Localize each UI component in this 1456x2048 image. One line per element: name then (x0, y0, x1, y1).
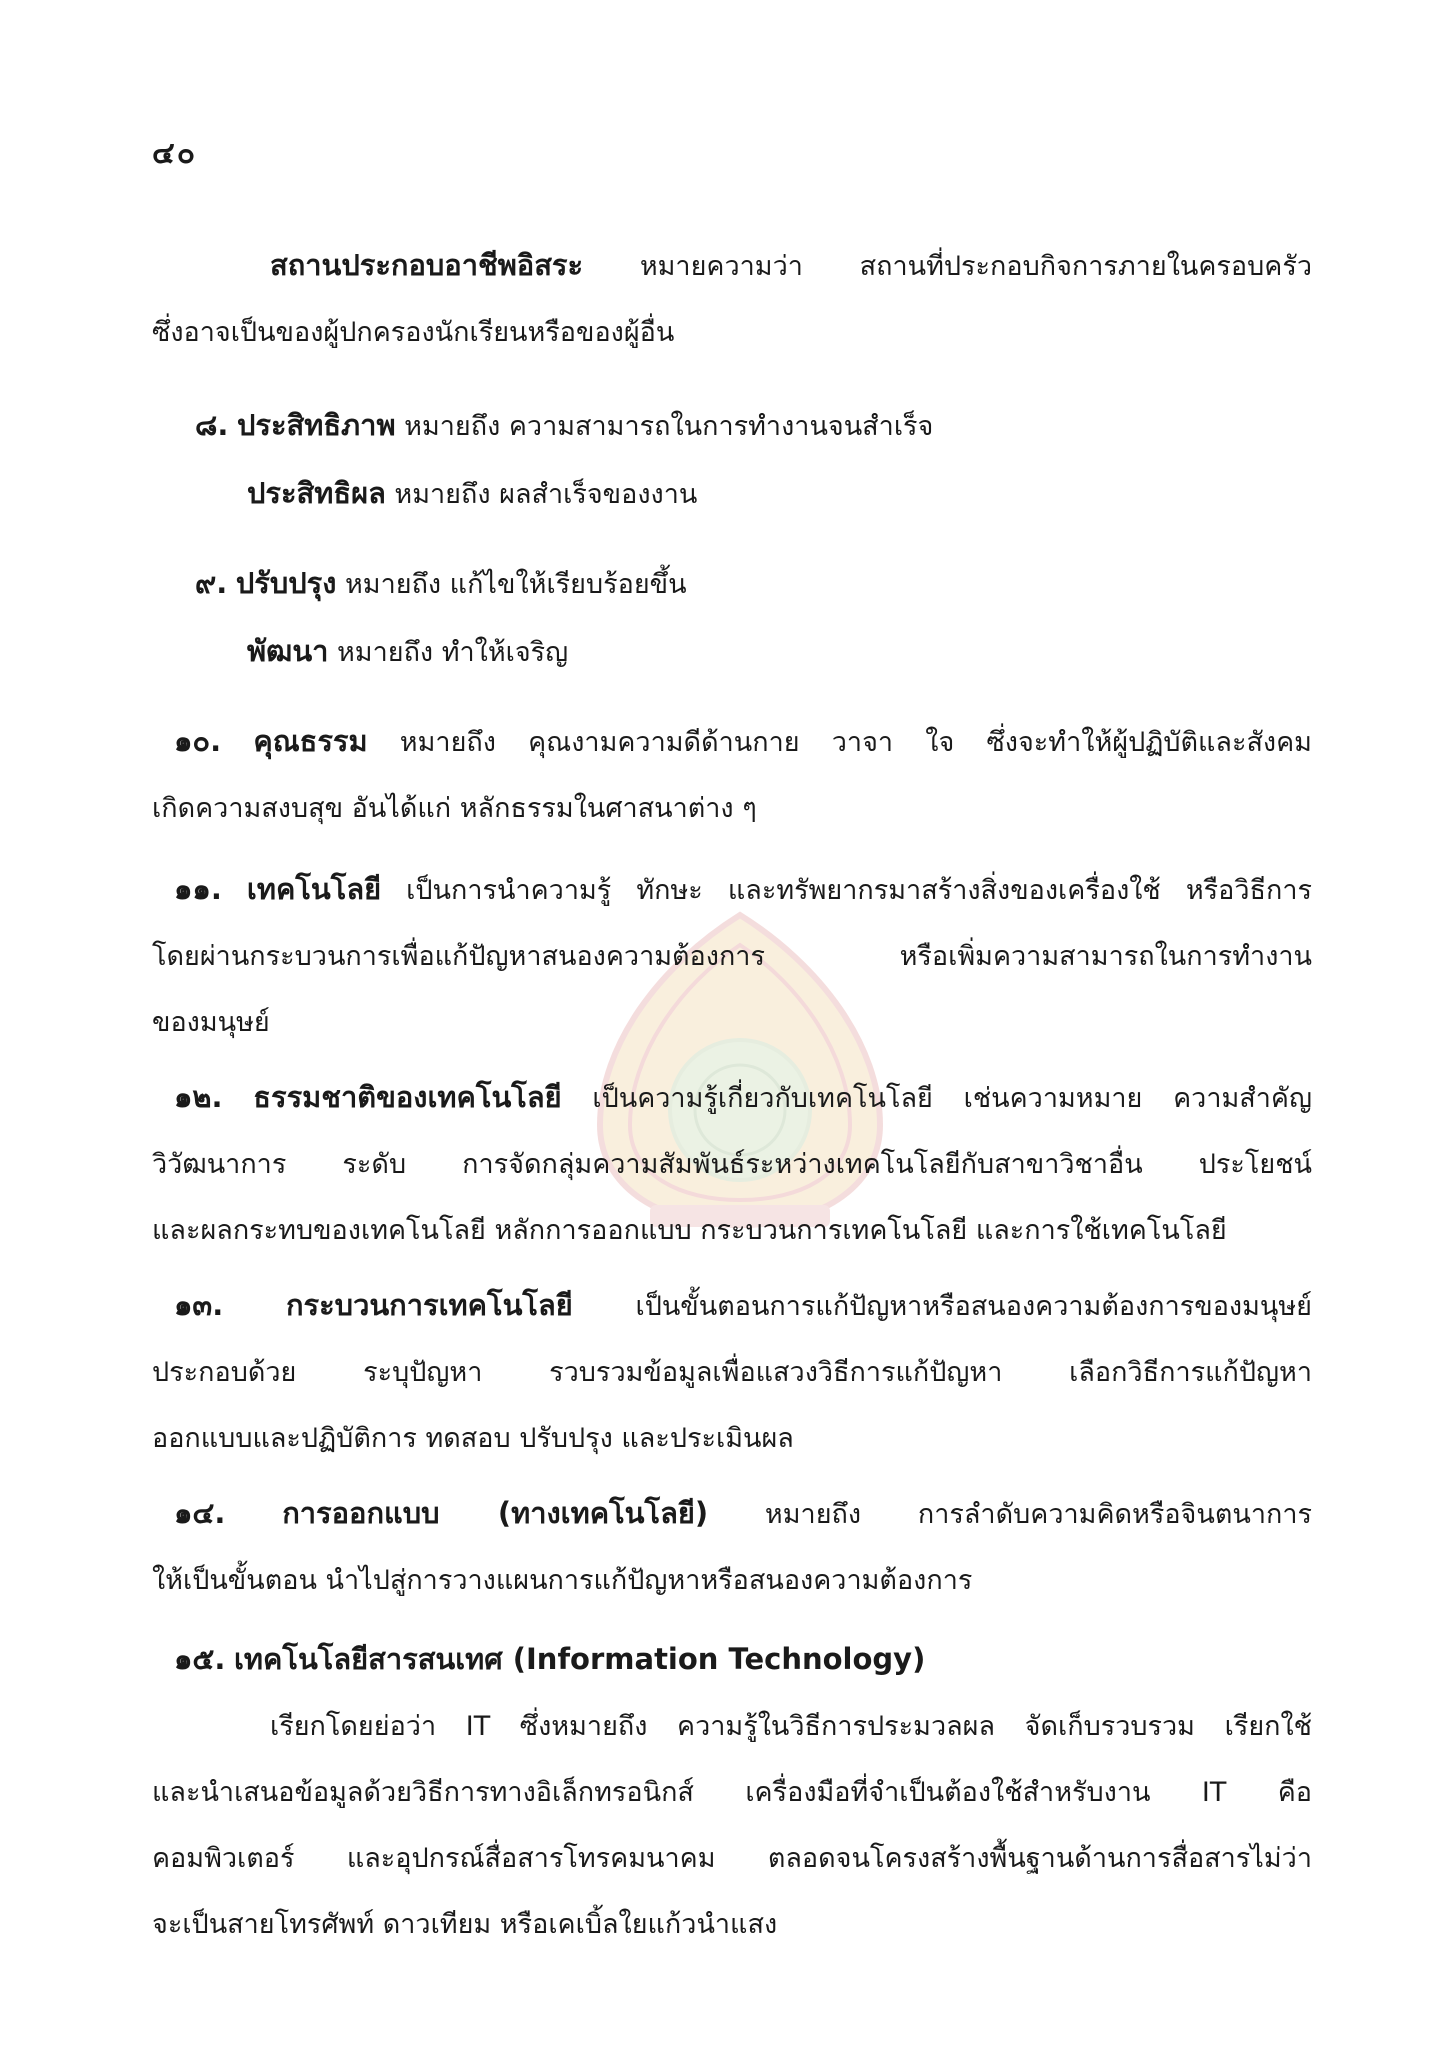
definition-text: เกิดความสงบสุข อันได้แก่ หลักธรรมในศาสนาต่าง ๆ (152, 793, 757, 824)
term-label: เทคโนโลยี (246, 872, 382, 906)
definition-text: คอมพิวเตอร์ และอุปกรณ์สื่อสารโทรคมนาคม ตลอดจนโครงสร้างพื้นฐานด้านการสื่อสารไม่ว่า (152, 1843, 1312, 1874)
definition-text: วิวัฒนาการ ระดับ การจัดกลุ่มความสัมพันธ์ระหว่างเทคโนโลยีกับสาขาวิชาอื่น ประโยชน์ (152, 1149, 1312, 1180)
definition-text: ให้เป็นขั้นตอน นำไปสู่การวางแผนการแก้ปัญหาหรือสนองความต้องการ (152, 1565, 973, 1596)
definition-item-15 (152, 1626, 1312, 1958)
definition-text: และผลกระทบของเทคโนโลยี หลักการออกแบบ กระบวนการเทคโนโลยี และการใช้เทคโนโลยี (152, 1215, 1227, 1246)
definition-text: ของมนุษย์ (152, 1007, 270, 1038)
definition-item-8 (152, 392, 1312, 528)
definition-text: เรียกโดยย่อว่า IT ซึ่งหมายถึง ความรู้ในวิธีการประมวลผล จัดเก็บรวบรวม เรียกใช้ (270, 1711, 1312, 1742)
item-number: ๑๐. (174, 724, 222, 758)
item-number: ๑๓. (174, 1288, 224, 1322)
term-label: ประสิทธิภาพ (236, 408, 396, 442)
term-label: ปรับปรุง (235, 566, 337, 600)
definition-text: เป็นขั้นตอนการแก้ปัญหาหรือสนองความต้องการของมนุษย์ (572, 1291, 1312, 1322)
definition-item-11 (152, 856, 1312, 1056)
item-number: ๑๔. (174, 1496, 226, 1530)
definition-text: ประกอบด้วย ระบุปัญหา รวบรวมข้อมูลเพื่อแสวงวิธีการแก้ปัญหา เลือกวิธีการแก้ปัญหา (152, 1357, 1312, 1388)
definition-text: เป็นการนำความรู้ ทักษะ และทรัพยากรมาสร้างสิ่งของเครื่องใช้ หรือวิธีการ (381, 875, 1312, 906)
definition-item-12 (152, 1064, 1312, 1264)
definition-text: หมายถึง ความสามารถในการทำงานจนสำเร็จ (395, 411, 934, 442)
definition-text: หมายถึง คุณงามความดีด้านกาย วาจา ใจ ซึ่งจะทำให้ผู้ปฏิบัติและสังคม (367, 727, 1312, 758)
item-number: ๑๕. (174, 1642, 226, 1676)
definition-item-14 (152, 1480, 1312, 1614)
term-label: การออกแบบ (ทางเทคโนโลยี) (282, 1496, 709, 1530)
intro-paragraph (152, 232, 1312, 366)
definition-text: เป็นความรู้เกี่ยวกับเทคโนโลยี เช่นความหมาย ความสำคัญ (561, 1083, 1312, 1114)
definition-text: หมายความว่า สถานที่ประกอบกิจการภายในครอบครัว (583, 251, 1312, 282)
term-label: ธรรมชาติของเทคโนโลยี (253, 1080, 562, 1114)
term-label: พัฒนา (247, 634, 329, 668)
definition-item-13 (152, 1272, 1312, 1472)
page-number: ๔๐ (152, 136, 198, 171)
term-label: เทคโนโลยีสารสนเทศ (Information Technology) (233, 1642, 926, 1676)
definition-text: และนำเสนอข้อมูลด้วยวิธีการทางอิเล็กทรอนิกส์ เครื่องมือที่จำเป็นต้องใช้สำหรับงาน IT คือ (152, 1777, 1312, 1808)
definition-text: หมายถึง ทำให้เจริญ (328, 637, 569, 668)
definition-item-10 (152, 708, 1312, 842)
item-number: ๙. (195, 566, 228, 600)
definition-text: จะเป็นสายโทรศัพท์ ดาวเทียม หรือเคเบิ้ลใยแก้วนำแสง (152, 1909, 778, 1940)
definition-text: ออกแบบและปฏิบัติการ ทดสอบ ปรับปรุง และประเมินผล (152, 1423, 794, 1454)
definition-text: หมายถึง ผลสำเร็จของงาน (385, 479, 698, 510)
item-number: ๘. (195, 408, 229, 442)
definition-text: หมายถึง การลำดับความคิดหรือจินตนาการ (708, 1499, 1312, 1530)
term-label: ประสิทธิผล (247, 476, 386, 510)
item-number: ๑๒. (174, 1080, 223, 1114)
definition-text: หมายถึง แก้ไขให้เรียบร้อยขึ้น (336, 569, 687, 600)
term-label: กระบวนการเทคโนโลยี (285, 1288, 573, 1322)
definition-text: โดยผ่านกระบวนการเพื่อแก้ปัญหาสนองความต้องการ หรือเพิ่มความสามารถในการทำงาน (152, 941, 1312, 972)
definition-text: ซึ่งอาจเป็นของผู้ปกครองนักเรียนหรือของผู้อื่น (152, 317, 675, 348)
term-label: สถานประกอบอาชีพอิสระ (270, 248, 584, 282)
item-number: ๑๑. (174, 872, 222, 906)
term-label: คุณธรรม (253, 724, 368, 758)
definition-item-9 (152, 550, 1312, 686)
